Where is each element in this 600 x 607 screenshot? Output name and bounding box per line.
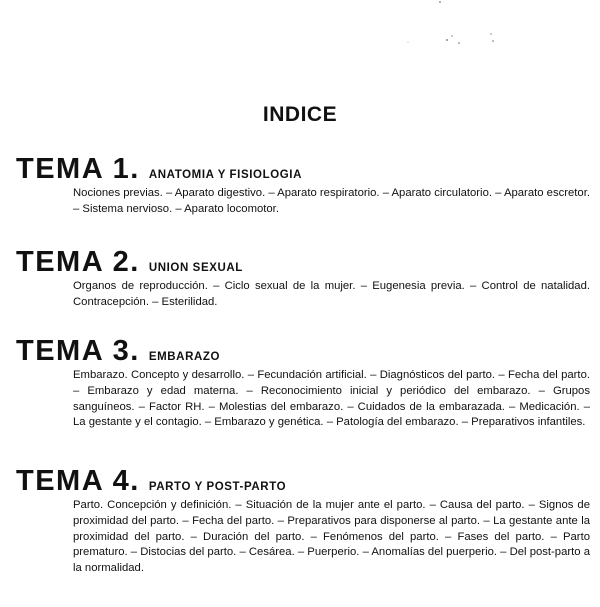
tema-topics: Nociones previas. – Aparato digestivo. – Aparato respiratorio. – Aparato circulatorio. – Aparato escretor. – Sistema nervioso. – Aparato locomotor. (73, 187, 590, 215)
tema-section-4 (16, 466, 590, 577)
tema-subtitle: EMBARAZO (148, 351, 221, 363)
tema-topics: Parto. Concepción y definición. – Situación de la mujer ante el parto. – Causa del parto. – Signos de proximidad del parto. – Fecha del parto. – Preparativos para disponerse al parto. – La gestante ante la proximidad del parto. – Duración del parto. – Fenómenos del parto. – Fases del parto. – Parto prematuro. – Distocias del parto. – Cesárea. – Puerperio. – Anomalías del puerperio. – Del post-parto a la normalidad. (73, 499, 590, 575)
tema-heading (16, 247, 590, 277)
tema-number: TEMA 1. (16, 153, 140, 185)
tema-number: TEMA 4. (16, 465, 140, 497)
tema-subtitle: UNION SEXUAL (148, 262, 243, 274)
tema-subtitle: PARTO Y POST-PARTO (148, 481, 287, 493)
tema-subtitle: ANATOMIA Y FISIOLOGIA (148, 169, 302, 181)
tema-section-1 (16, 154, 590, 218)
tema-heading (16, 466, 590, 496)
tema-number: TEMA 3. (16, 335, 140, 367)
tema-section-3 (16, 336, 590, 431)
tema-topics: Organos de reproducción. – Ciclo sexual de la mujer. – Eugenesia previa. – Control de natalidad. Contracepción. – Esterilidad. (73, 280, 590, 308)
index-title: INDICE (262, 103, 338, 126)
tema-heading (16, 336, 590, 366)
tema-heading (16, 154, 590, 184)
scan-specks (0, 0, 600, 80)
tema-topics: Embarazo. Concepto y desarrollo. – Fecundación artificial. – Diagnósticos del parto. – Fecha del parto. – Embarazo y edad materna. – Reconocimiento inicial y periódico del embarazo. – Grupos sanguíneos. – Factor RH. – Molestias del embarazo. – Cuidados de la embarazada. – Medicación. – La gestante y el contagio. – Embarazo y genética. – Patología del embarazo. – Preparativos infantiles. (73, 369, 590, 429)
tema-section-2 (16, 247, 590, 311)
tema-number: TEMA 2. (16, 246, 140, 278)
